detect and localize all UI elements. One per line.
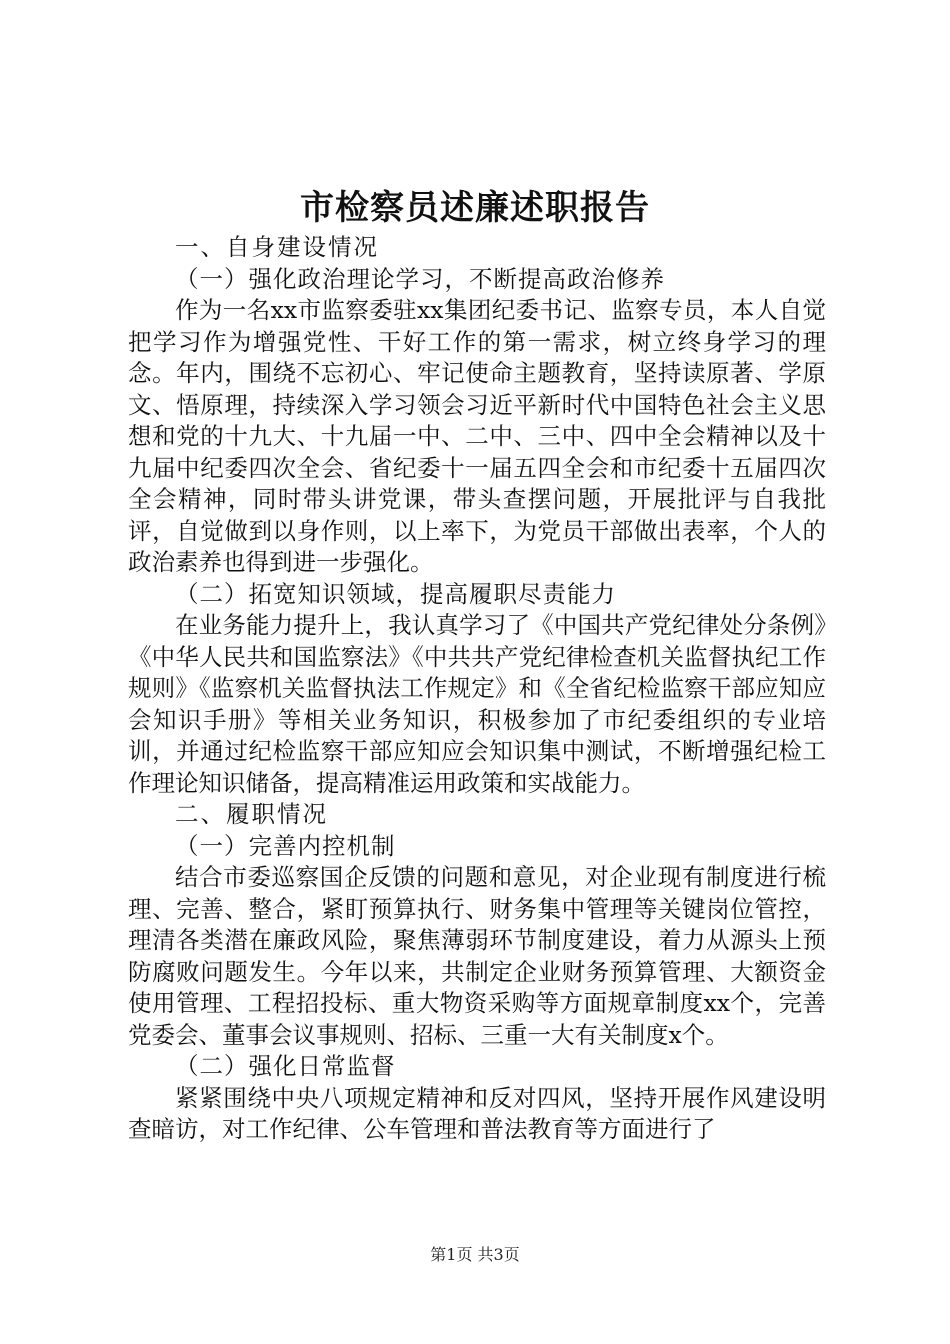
body-paragraph: 紧紧围绕中央八项规定精神和反对四风，坚持开展作风建设明查暗访，对工作纪律、公车管理和普法教育等方面进行了 <box>128 1083 826 1143</box>
subsection-heading-2-2: （二）强化日常监督 <box>175 1052 396 1080</box>
section-heading-2: 二、履职情况 <box>175 800 328 828</box>
subsection-heading-1-2: （二）拓宽知识领域，提高履职尽责能力 <box>175 579 616 608</box>
subsection-heading-2-1: （一）完善内控机制 <box>175 831 396 860</box>
body-paragraph: 在业务能力提升上，我认真学习了《中国共产党纪律处分条例》《中华人民共和国监察法》《中共共产党纪律检查机关监督执纪工作规则》《监察机关监督执法工作规定》和《全省纪检监察干部应知应会知识手册》等相关业务知识，积极参加了市纪委组织的专业培训，并通过纪检监察干部应知应会知识集中测试，不断增强纪检工作理论知识储备，提高精准运用政策和实战能力。 <box>128 611 826 797</box>
document-body <box>128 232 826 1146</box>
body-paragraph: 作为一名xx市监察委驻xx集团纪委书记、监察专员，本人自觉把学习作为增强党性、干好工作的第一需求，树立终身学习的理念。年内，围绕不忘初心、牢记使命主题教育，坚持读原著、学原文、悟原理，持续深入学习领会习近平新时代中国特色社会主义思想和党的十九大、十九届一中、二中、三中、四中全会精神以及十九届中纪委四次全会、省纪委十一届五四全会和市纪委十五届四次全会精神，同时带头讲党课，带头查摆问题，开展批评与自我批评，自觉做到以身作则，以上率下，为党员干部做出表率，个人的政治素养也得到进一步强化。 <box>128 296 826 576</box>
body-paragraph: 结合市委巡察国企反馈的问题和意见，对企业现有制度进行梳理、完善、整合，紧盯预算执行、财务集中管理等关键岗位管控，理清各类潜在廉政风险，聚焦薄弱环节制度建设，着力从源头上预防腐败问题发生。今年以来，共制定企业财务预算管理、大额资金使用管理、工程招投标、重大物资采购等方面规章制度xx个，完善党委会、董事会议事规则、招标、三重一大有关制度x个。 <box>128 863 826 1049</box>
subsection-heading-1-1: （一）强化政治理论学习，不断提高政治修养 <box>175 264 665 293</box>
page-footer: 第1页 共3页 <box>430 1245 520 1264</box>
section-heading-1: 一、自身建设情况 <box>175 233 379 261</box>
document-title: 市检察员述廉述职报告 <box>300 188 650 228</box>
